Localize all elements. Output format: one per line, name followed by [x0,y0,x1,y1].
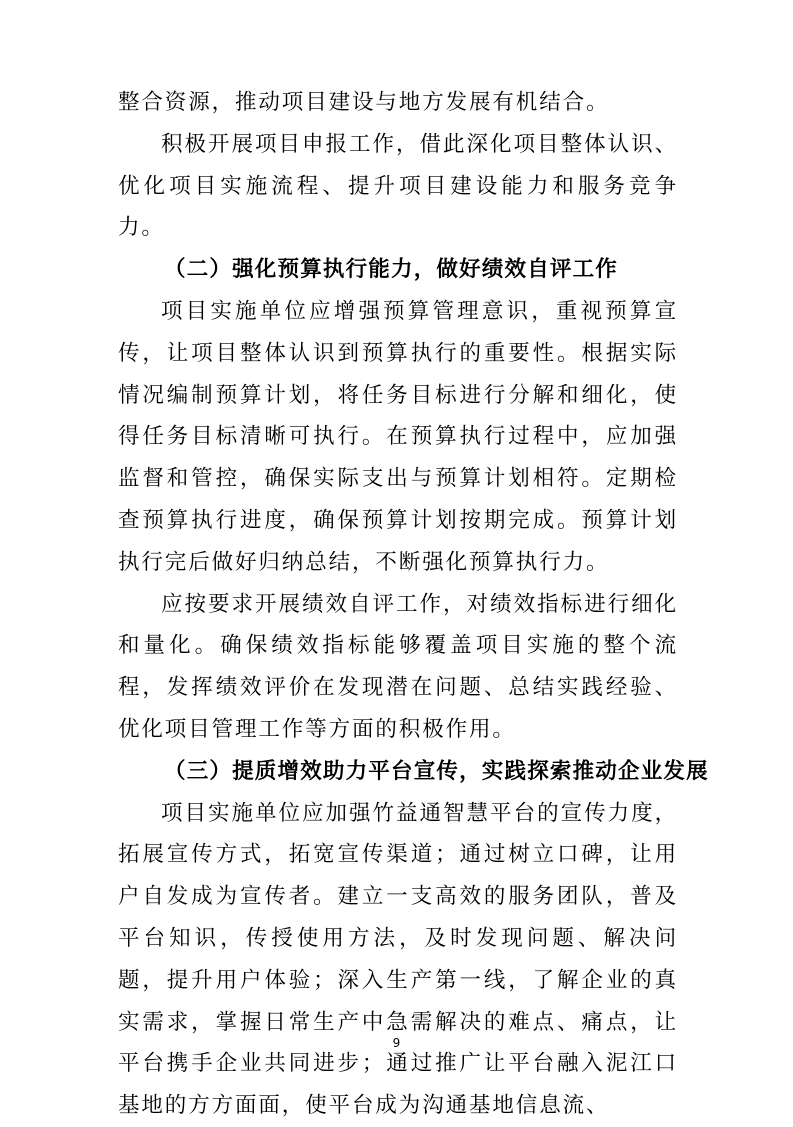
section-heading-budget: （二）强化预算执行能力，做好绩效自评工作 [164,257,619,283]
paragraph-platform-promotion: 项目实施单位应加强竹益通智慧平台的宣传力度，拓展宣传方式，拓宽宣传渠道；通过树立口碑，让用户自发成为宣传者。建立一支高效的服务团队，普及平台知识，传授使用方法，及时发现问题、解决问题，提升用户体验；深入生产第一线，了解企业的真实需求，掌握日常生产中急需解决的难点、痛点，让平台携手企业共同进步；通过推广让平台融入泥江口基地的方方面面，使平台成为沟通基地信息流、 [118,800,678,1119]
document-body [118,82,709,1127]
paragraph-performance-evaluation: 应按要求开展绩效自评工作，对绩效指标进行细化和量化。确保绩效指标能够覆盖项目实施的整个流程，发挥绩效评价在发现潜在问题、总结实践经验、优化项目管理工作等方面的积极作用。 [118,591,678,742]
page-number: 9 [392,1036,401,1050]
paragraph-resource-integration: 整合资源，推动项目建设与地方发展有机结合。 [118,90,610,115]
paragraph-project-application: 积极开展项目申报工作，借此深化项目整体认识、优化项目实施流程、提升项目建设能力和服务竞争力。 [118,131,678,241]
section-heading-platform-promotion: （三）提质增效助力平台宣传，实践探索推动企业发展 [164,758,709,784]
paragraph-budget-management: 项目实施单位应增强预算管理意识，重视预算宣传，让项目整体认识到预算执行的重要性。根据实际情况编制预算计划，将任务目标进行分解和细化，使得任务目标清晰可执行。在预算执行过程中，应加强监督和管控，确保实际支出与预算计划相符。定期检查预算执行进度，确保预算计划按期完成。预算计划执行完后做好归纳总结，不断强化预算执行力。 [118,298,678,575]
